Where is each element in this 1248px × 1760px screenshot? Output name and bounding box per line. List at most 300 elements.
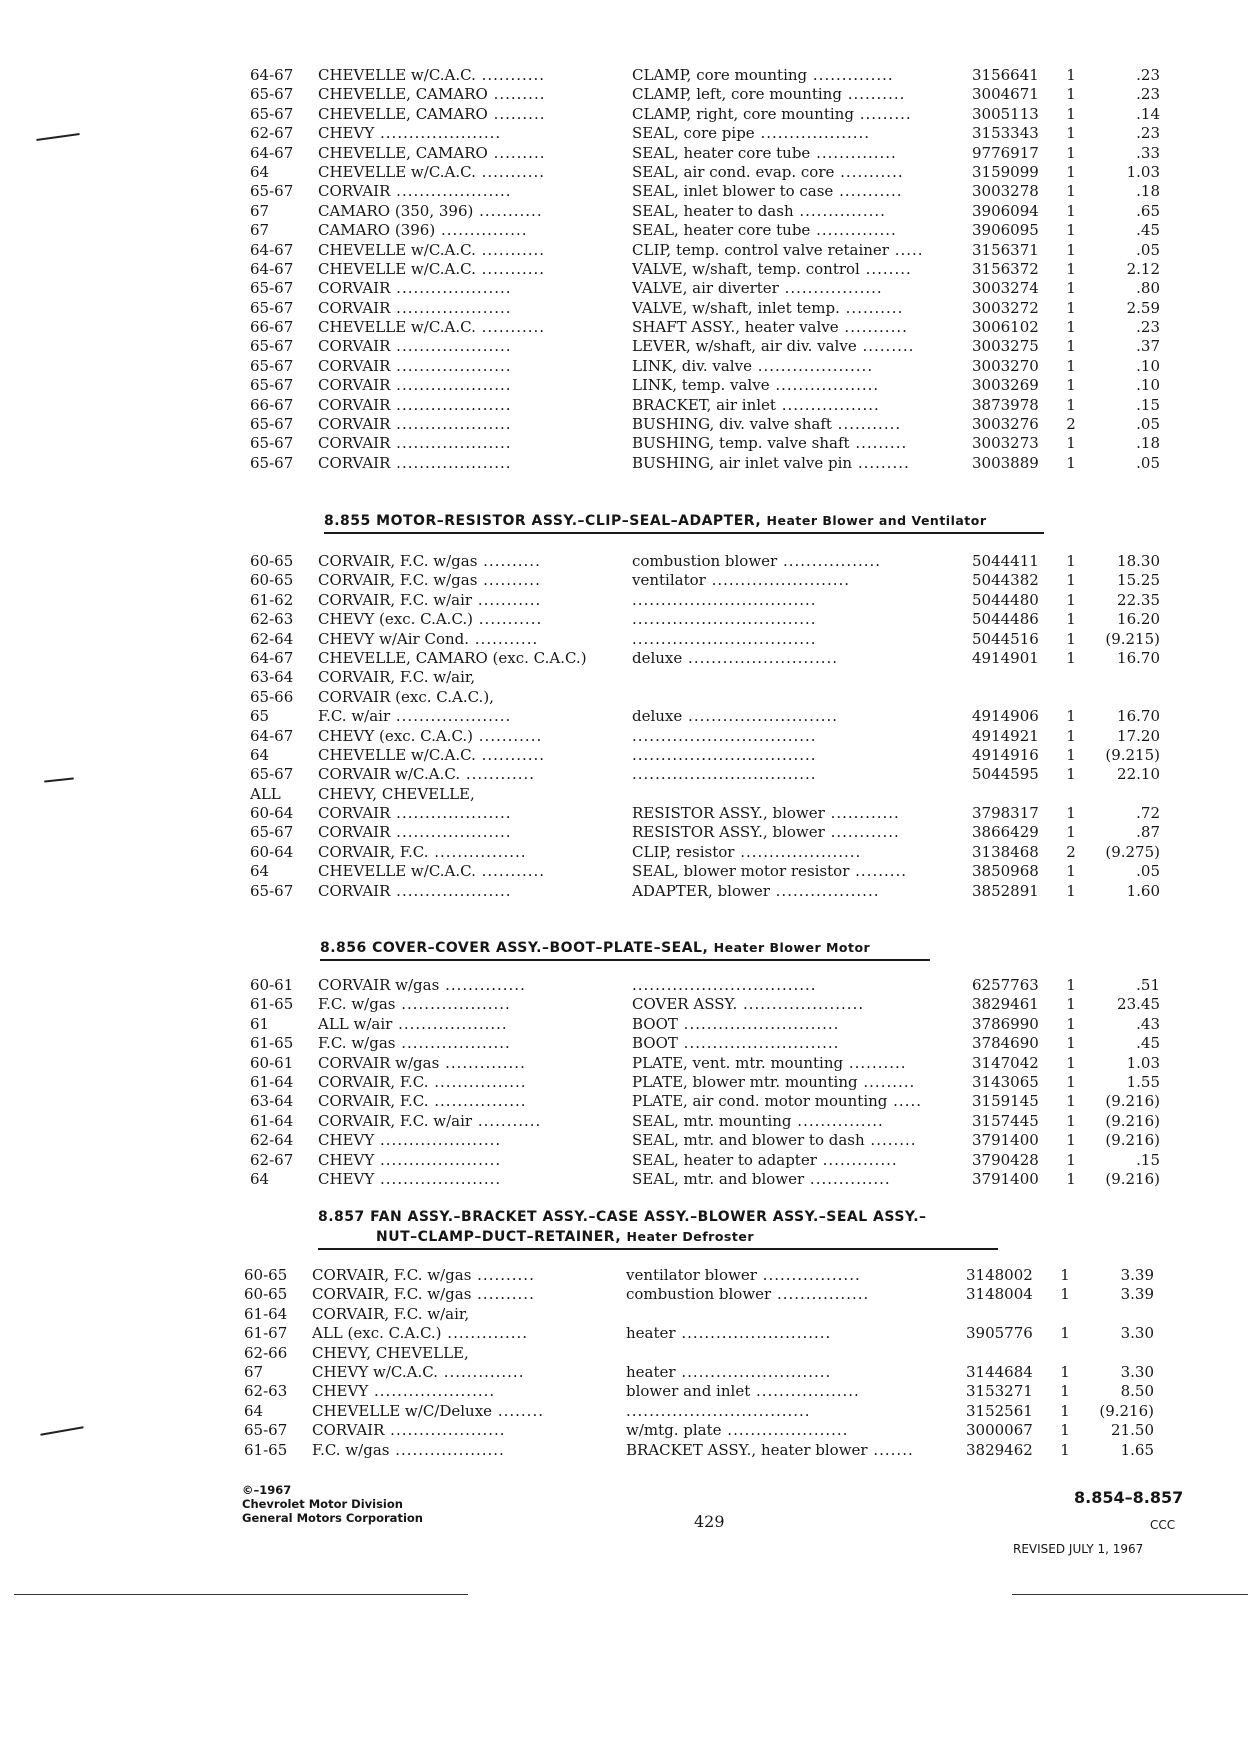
- table-row: [240, 143, 1160, 163]
- quantity: 1: [1066, 124, 1076, 143]
- part-description: CLIP, resistor .....................: [632, 842, 862, 861]
- quantity: 1: [1066, 240, 1076, 259]
- price: 16.70: [1117, 707, 1160, 726]
- table-row: [240, 707, 1160, 726]
- part-description: CLIP, temp. control valve retainer .....: [632, 240, 924, 259]
- table-row: [240, 395, 1160, 415]
- table-row: [240, 1014, 1160, 1034]
- part-number: 3866429: [972, 823, 1039, 842]
- dot-leader: ....................: [390, 415, 512, 434]
- section-8-854: [240, 66, 1160, 473]
- model: F.C. w/gas ...................: [318, 1034, 511, 1053]
- price: .10: [1136, 376, 1160, 395]
- quantity: 1: [1066, 804, 1076, 823]
- quantity: 1: [1066, 298, 1076, 317]
- year-range: 62-66: [244, 1343, 288, 1362]
- quantity: 1: [1060, 1440, 1070, 1459]
- table-row: [240, 610, 1160, 629]
- year-range: 60-61: [250, 976, 294, 994]
- model: CORVAIR, F.C. ................: [318, 842, 527, 861]
- year-range: 64-67: [250, 143, 294, 162]
- quantity: 1: [1066, 1072, 1076, 1091]
- dot-leader: ...................: [395, 995, 511, 1014]
- part-number: 9776917: [972, 143, 1039, 162]
- year-range: 60-64: [250, 842, 294, 861]
- model: CHEVY, CHEVELLE,: [312, 1343, 469, 1362]
- year-range: 65-67: [250, 279, 294, 298]
- model: CORVAIR, F.C. w/gas ..........: [312, 1266, 535, 1284]
- part-description: SEAL, blower motor resistor .........: [632, 862, 908, 881]
- price: .10: [1136, 356, 1160, 375]
- dot-leader: ...............: [435, 221, 528, 240]
- part-description: blower and inlet ..................: [626, 1382, 860, 1401]
- year-range: 65-66: [250, 687, 294, 706]
- dot-leader: .....................: [368, 1382, 496, 1401]
- price: 17.20: [1117, 726, 1160, 745]
- dot-leader: ..............: [439, 1053, 526, 1072]
- part-description: CLAMP, right, core mounting .........: [632, 104, 912, 123]
- year-range: 65-67: [250, 104, 294, 123]
- model: ALL (exc. C.A.C.) ..............: [312, 1324, 529, 1343]
- dot-leader: ....................: [390, 707, 512, 726]
- price: .23: [1136, 85, 1160, 104]
- year-range: 61: [250, 1014, 270, 1033]
- part-number: 3148002: [966, 1266, 1033, 1284]
- part-description: combustion blower .................: [632, 552, 882, 570]
- model: CHEVY w/Air Cond. ...........: [318, 629, 539, 648]
- quantity: 1: [1066, 356, 1076, 375]
- part-number: 3159099: [972, 162, 1039, 181]
- quantity: 1: [1066, 201, 1076, 220]
- dot-leader: ...........: [472, 1111, 542, 1130]
- price: .65: [1136, 201, 1160, 220]
- heading-subtitle: Heater Blower and Ventilator: [766, 513, 987, 528]
- part-description: deluxe ..........................: [632, 707, 839, 726]
- part-number: 3152561: [966, 1401, 1033, 1420]
- dot-leader: ...........: [472, 590, 542, 609]
- bottom-rule-right: [1012, 1594, 1248, 1595]
- price: .87: [1136, 823, 1160, 842]
- part-number: 3906095: [972, 221, 1039, 240]
- quantity: 2: [1066, 842, 1076, 861]
- table-row: [240, 337, 1160, 356]
- model: CHEVY (exc. C.A.C.) ...........: [318, 726, 543, 745]
- dot-leader: ..............: [810, 221, 897, 240]
- quantity: 1: [1066, 1014, 1076, 1033]
- dot-leader: ....................: [390, 395, 512, 414]
- year-range: 64-67: [250, 240, 294, 259]
- price: .72: [1136, 804, 1160, 823]
- dot-leader: ...........: [834, 162, 904, 181]
- part-description: w/mtg. plate .....................: [626, 1421, 849, 1440]
- quantity: 1: [1066, 629, 1076, 648]
- year-range: 64: [250, 745, 270, 764]
- table-row: [240, 590, 1160, 610]
- part-number: 3791400: [972, 1131, 1039, 1150]
- division-name: Chevrolet Motor Division: [242, 1497, 403, 1511]
- price: (9.216): [1099, 1401, 1154, 1420]
- dot-leader: ................: [428, 1072, 527, 1091]
- model: CHEVELLE w/C.A.C. ...........: [318, 162, 546, 181]
- price: .18: [1136, 182, 1160, 201]
- quantity: 1: [1060, 1421, 1070, 1440]
- quantity: 1: [1066, 337, 1076, 356]
- dot-leader: ........: [859, 259, 912, 278]
- model: CORVAIR, F.C. ................: [318, 1092, 527, 1111]
- model: CHEVELLE w/C.A.C. ...........: [318, 745, 546, 764]
- price: .05: [1136, 453, 1160, 472]
- table-row: [240, 842, 1160, 862]
- price: 18.30: [1117, 552, 1160, 570]
- dot-leader: ...........: [473, 610, 543, 629]
- table-row: [240, 240, 1160, 260]
- dot-leader: .........: [487, 85, 546, 104]
- quantity: 1: [1066, 648, 1076, 667]
- dot-leader: ..........................: [682, 707, 839, 726]
- model: CORVAIR ....................: [318, 434, 512, 453]
- dot-leader: ..........: [471, 1266, 535, 1284]
- dot-leader: ................................: [632, 610, 817, 629]
- heading-subtitle: Heater Blower Motor: [713, 940, 871, 955]
- margin-mark: [36, 133, 80, 141]
- year-range: 61-64: [250, 1111, 294, 1130]
- model: ALL w/air ...................: [318, 1014, 508, 1033]
- part-number: 3003889: [972, 453, 1039, 472]
- quantity: 1: [1066, 976, 1076, 994]
- section-heading-8-857: [318, 1208, 927, 1226]
- price: 21.50: [1111, 1421, 1154, 1440]
- heading-underline: [320, 959, 930, 961]
- quantity: 1: [1066, 85, 1076, 104]
- part-description: VALVE, w/shaft, temp. control ........: [632, 259, 912, 278]
- part-number: 3003276: [972, 415, 1039, 434]
- price: 22.35: [1117, 590, 1160, 609]
- year-range: 64: [250, 862, 270, 881]
- part-description: SEAL, air cond. evap. core ...........: [632, 162, 904, 181]
- quantity: 1: [1066, 104, 1076, 123]
- model: CORVAIR, F.C. w/gas ..........: [312, 1285, 535, 1304]
- dot-leader: ..................: [769, 881, 880, 900]
- model: CHEVELLE w/C/Deluxe ........: [312, 1401, 544, 1420]
- model: CORVAIR ....................: [318, 356, 512, 375]
- dot-leader: ............: [824, 823, 900, 842]
- dot-leader: ...............: [793, 201, 886, 220]
- dot-leader: ...........: [475, 240, 546, 259]
- dot-leader: .........: [852, 453, 910, 472]
- dot-leader: .....: [888, 240, 924, 259]
- year-range: 65-67: [250, 434, 294, 453]
- section-heading-8-856: [320, 939, 870, 957]
- price: 2.59: [1126, 298, 1160, 317]
- part-description: ADAPTER, blower ..................: [632, 881, 880, 900]
- model: CHEVELLE, CAMARO (exc. C.A.C.): [318, 648, 587, 667]
- model: CHEVY .....................: [318, 1150, 502, 1169]
- model: CHEVY .....................: [318, 1131, 502, 1150]
- model: CHEVELLE, CAMARO .........: [318, 143, 546, 162]
- dot-leader: ............: [824, 804, 900, 823]
- year-range: 67: [244, 1362, 264, 1381]
- part-description: RESISTOR ASSY., blower ............: [632, 804, 900, 823]
- table-row: [240, 1131, 1160, 1150]
- part-number: 4914921: [972, 726, 1039, 745]
- model: CORVAIR, F.C. w/gas ..........: [318, 571, 541, 590]
- part-description: BUSHING, air inlet valve pin .........: [632, 453, 910, 472]
- model: CHEVY .....................: [318, 1169, 502, 1188]
- part-number: 3156372: [972, 259, 1039, 278]
- model: F.C. w/gas ...................: [312, 1440, 505, 1459]
- part-description: VALVE, w/shaft, inlet temp. ..........: [632, 298, 904, 317]
- dot-leader: .................: [778, 279, 883, 298]
- year-range: 62-67: [250, 1150, 294, 1169]
- price: 2.12: [1126, 259, 1160, 278]
- year-range: 61-65: [250, 995, 294, 1014]
- price: .45: [1136, 221, 1160, 240]
- quantity: 1: [1066, 590, 1076, 609]
- part-description: ventilator blower .................: [626, 1266, 861, 1284]
- quantity: 1: [1066, 395, 1076, 414]
- heading-text-line2: NUT–CLAMP–DUCT–RETAINER,: [376, 1229, 622, 1245]
- section-heading-8-855: [324, 512, 987, 530]
- heading-text: 8.855 MOTOR–RESISTOR ASSY.–CLIP–SEAL–ADAPTER,: [324, 513, 762, 529]
- table-row: [240, 85, 1160, 104]
- part-number: 5044411: [972, 552, 1039, 570]
- quantity: 1: [1066, 610, 1076, 629]
- part-description: SHAFT ASSY., heater valve ...........: [632, 318, 908, 337]
- year-range: 65-67: [250, 85, 294, 104]
- part-number: 5044480: [972, 590, 1039, 609]
- dot-leader: ........: [492, 1401, 544, 1420]
- quantity: 1: [1066, 571, 1076, 590]
- part-description: BOOT ...........................: [632, 1014, 840, 1033]
- part-description: COVER ASSY. .....................: [632, 995, 865, 1014]
- dot-leader: .........: [849, 862, 908, 881]
- dot-leader: ..................: [769, 376, 880, 395]
- part-description: CLAMP, left, core mounting ..........: [632, 85, 906, 104]
- dot-leader: ..........: [841, 85, 906, 104]
- model: F.C. w/gas ...................: [318, 995, 511, 1014]
- table-row: [240, 1169, 1160, 1189]
- part-number: 4914916: [972, 745, 1039, 764]
- section-8-857: [234, 1266, 1154, 1460]
- year-range: 60-61: [250, 1053, 294, 1072]
- catalog-code: CCC: [1150, 1518, 1176, 1532]
- dot-leader: ................................: [632, 629, 817, 648]
- dot-leader: ....................: [390, 376, 512, 395]
- year-range: 65-67: [250, 337, 294, 356]
- price: 1.60: [1126, 881, 1160, 900]
- dot-leader: .........: [853, 104, 912, 123]
- part-number: 3784690: [972, 1034, 1039, 1053]
- dot-leader: .........: [856, 337, 915, 356]
- price: 1.65: [1120, 1440, 1154, 1459]
- model: CHEVY w/C.A.C. ..............: [312, 1362, 525, 1381]
- part-number: 3006102: [972, 318, 1039, 337]
- year-range: 64: [250, 162, 270, 181]
- part-number: 3156641: [972, 66, 1039, 84]
- model: CORVAIR ....................: [318, 804, 512, 823]
- year-range: 66-67: [250, 395, 294, 414]
- part-description: [632, 976, 962, 995]
- part-number: 4914901: [972, 648, 1039, 667]
- dot-leader: ..................: [750, 1382, 860, 1401]
- quantity: 1: [1066, 1131, 1076, 1150]
- dot-leader: ...................: [392, 1014, 508, 1033]
- dot-leader: .....................: [374, 1150, 502, 1169]
- dot-leader: ..........................: [675, 1324, 832, 1343]
- price: (9.216): [1105, 1169, 1160, 1188]
- table-row: [240, 629, 1160, 649]
- dot-leader: ...........................: [677, 1014, 840, 1033]
- quantity: 1: [1060, 1266, 1070, 1284]
- price: 1.03: [1126, 162, 1160, 181]
- price: .23: [1136, 124, 1160, 143]
- dot-leader: ...........: [475, 66, 546, 84]
- heading-text: 8.856 COVER–COVER ASSY.–BOOT–PLATE–SEAL,: [320, 940, 709, 956]
- model: CHEVELLE, CAMARO .........: [318, 85, 546, 104]
- year-range: 63-64: [250, 668, 294, 687]
- year-range: 61-65: [244, 1440, 288, 1459]
- dot-leader: .........: [857, 1072, 916, 1091]
- price: (9.215): [1105, 629, 1160, 648]
- dot-leader: ...........: [475, 318, 546, 337]
- dot-leader: .............: [816, 1150, 898, 1169]
- dot-leader: ................................: [626, 1401, 811, 1420]
- quantity: 1: [1066, 221, 1076, 240]
- model: CHEVY (exc. C.A.C.) ...........: [318, 610, 543, 629]
- dot-leader: ...................: [395, 1034, 511, 1053]
- copyright: ©–1967: [242, 1483, 292, 1497]
- table-row: [240, 318, 1160, 337]
- year-range: 64-67: [250, 648, 294, 667]
- dot-leader: ................................: [632, 726, 817, 745]
- price: .23: [1136, 318, 1160, 337]
- quantity: 1: [1066, 552, 1076, 570]
- table-row: [240, 356, 1160, 376]
- dot-leader: .........: [487, 143, 546, 162]
- year-range: 66-67: [250, 318, 294, 337]
- price: .23: [1136, 66, 1160, 84]
- model: CORVAIR ....................: [318, 376, 512, 395]
- year-range: 64-67: [250, 726, 294, 745]
- part-number: 3159145: [972, 1092, 1039, 1111]
- part-number: 3148004: [966, 1285, 1033, 1304]
- part-number: 5044486: [972, 610, 1039, 629]
- quantity: 1: [1066, 143, 1076, 162]
- quantity: 1: [1060, 1285, 1070, 1304]
- part-description: LINK, temp. valve ..................: [632, 376, 880, 395]
- dot-leader: ................: [428, 1092, 527, 1111]
- part-number: 3829462: [966, 1440, 1033, 1459]
- part-number: 3003272: [972, 298, 1039, 317]
- year-range: 65-67: [250, 823, 294, 842]
- year-range: 64: [244, 1401, 264, 1420]
- part-number: 3850968: [972, 862, 1039, 881]
- model: CORVAIR ....................: [318, 395, 512, 414]
- model: CORVAIR, F.C. ................: [318, 1072, 527, 1091]
- part-description: ventilator ........................: [632, 571, 851, 590]
- model: CORVAIR ....................: [318, 182, 512, 201]
- model: CORVAIR ....................: [318, 415, 512, 434]
- year-range: 61-67: [244, 1324, 288, 1343]
- dot-leader: ..............: [441, 1324, 529, 1343]
- year-range: 63-64: [250, 1092, 294, 1111]
- part-number: 5044516: [972, 629, 1039, 648]
- dot-leader: ................................: [632, 745, 817, 764]
- table-row: [234, 1344, 1134, 1363]
- quantity: 1: [1066, 765, 1076, 784]
- page-number: 429: [694, 1512, 725, 1531]
- dot-leader: ....................: [390, 453, 512, 472]
- dot-leader: ..............: [437, 1362, 525, 1381]
- model: CHEVY .....................: [312, 1382, 496, 1401]
- part-description: SEAL, heater to dash ...............: [632, 201, 886, 220]
- table-row: [240, 804, 1160, 823]
- table-row: [240, 415, 1160, 434]
- model: CORVAIR ....................: [318, 823, 512, 842]
- model: CORVAIR ....................: [312, 1421, 506, 1440]
- dot-leader: ....................: [390, 434, 512, 453]
- year-range: 62-63: [244, 1382, 288, 1401]
- footer-publisher: [242, 1483, 423, 1525]
- year-range: 65-67: [250, 182, 294, 201]
- dot-leader: ............: [460, 765, 536, 784]
- part-number: 5044382: [972, 571, 1039, 590]
- price: (9.215): [1105, 745, 1160, 764]
- dot-leader: ...............: [791, 1111, 884, 1130]
- dot-leader: ..........: [477, 571, 541, 590]
- year-range: 61-64: [250, 1072, 294, 1091]
- year-range: 65-67: [250, 415, 294, 434]
- quantity: 2: [1066, 415, 1076, 434]
- part-number: 3156371: [972, 240, 1039, 259]
- price: .45: [1136, 1034, 1160, 1053]
- table-row: [240, 726, 1160, 746]
- price: .15: [1136, 1150, 1160, 1169]
- year-range: 65: [250, 707, 270, 726]
- dot-leader: ........: [864, 1131, 917, 1150]
- year-range: 65-67: [250, 765, 294, 784]
- dot-leader: ................................: [632, 590, 817, 609]
- dot-leader: ..........: [477, 552, 541, 570]
- part-description: SEAL, core pipe ...................: [632, 124, 871, 143]
- model: CORVAIR (exc. C.A.C.),: [318, 687, 494, 706]
- dot-leader: ....................: [390, 356, 512, 375]
- dot-leader: .......: [867, 1440, 914, 1459]
- part-number: 3852891: [972, 881, 1039, 900]
- price: 22.10: [1117, 765, 1160, 784]
- table-row: [240, 259, 1160, 279]
- dot-leader: .........: [849, 434, 908, 453]
- part-description: PLATE, blower mtr. mounting .........: [632, 1072, 916, 1091]
- table-row: [234, 1324, 1154, 1343]
- dot-leader: ...........: [473, 201, 543, 220]
- table-row: [240, 552, 1160, 571]
- dot-leader: ....................: [390, 337, 512, 356]
- part-number: 5044595: [972, 765, 1039, 784]
- model: CORVAIR ....................: [318, 298, 512, 317]
- part-description: RESISTOR ASSY., blower ............: [632, 823, 900, 842]
- table-row: [240, 182, 1160, 201]
- dot-leader: ..........: [839, 298, 904, 317]
- part-number: 3000067: [966, 1421, 1033, 1440]
- table-row: [240, 1034, 1160, 1053]
- part-description: VALVE, air diverter .................: [632, 279, 883, 298]
- part-description: BRACKET, air inlet .................: [632, 395, 880, 414]
- quantity: 1: [1066, 881, 1076, 900]
- price: 3.30: [1120, 1362, 1154, 1381]
- dot-leader: ....................: [384, 1421, 506, 1440]
- price: (9.216): [1105, 1131, 1160, 1150]
